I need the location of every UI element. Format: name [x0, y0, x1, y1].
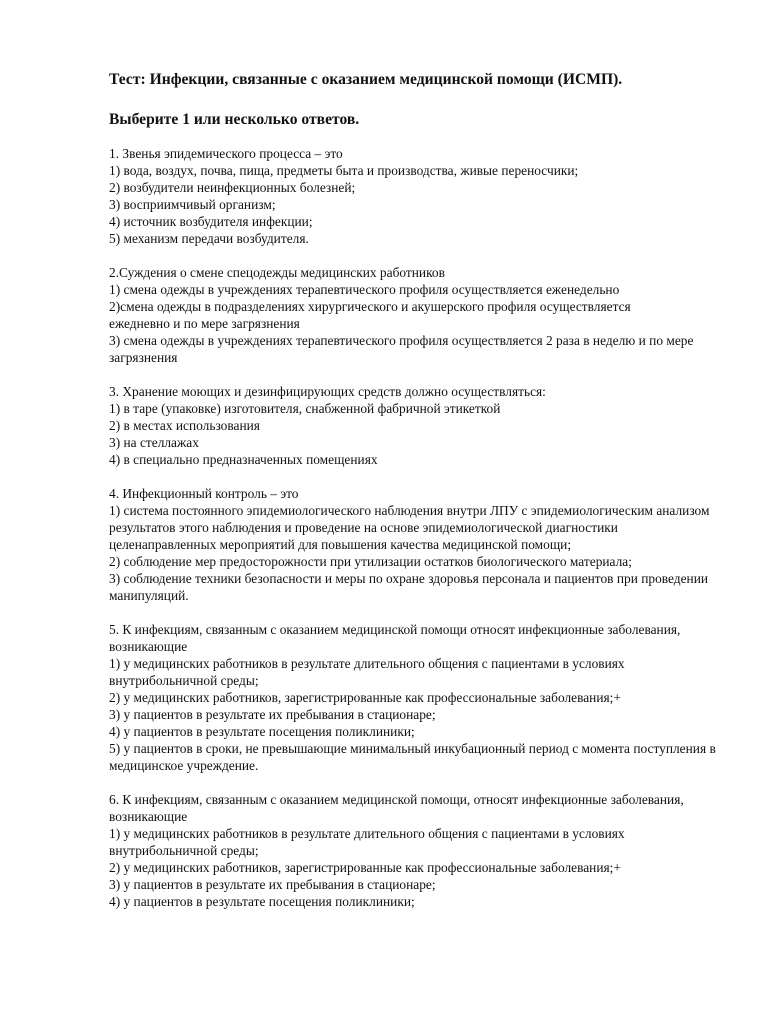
question-1	[109, 145, 719, 247]
question-text: 6. К инфекциям, связанным с оказанием медицинской помощи, относят инфекционные заболевания, возникающие	[109, 792, 684, 824]
question-text: 5. К инфекциям, связанным с оказанием медицинской помощи относят инфекционные заболевания, возникающие	[109, 622, 681, 654]
answer-option: 1) у медицинских работников в результате длительного общения с пациентами в условиях внутрибольничной среды;	[109, 656, 625, 688]
document-content	[109, 70, 719, 927]
answer-option: 3) соблюдение техники безопасности и меры по охране здоровья персонала и пациентов при проведении манипуляций.	[109, 571, 709, 603]
question-text: 2.Суждения о смене спецодежды медицинских работников	[109, 265, 445, 280]
answer-option: ежедневно и по мере загрязнения	[109, 316, 300, 331]
answer-option: 1) у медицинских работников в результате длительного общения с пациентами в условиях внутрибольничной среды;	[109, 826, 625, 858]
answer-option: 2)смена одежды в подразделениях хирургического и акушерского профиля осуществляется	[109, 299, 631, 314]
answer-option: 4) у пациентов в результате посещения поликлиники;	[109, 724, 415, 739]
question-text: 4. Инфекционный контроль – это	[109, 486, 299, 501]
answer-option: 1) смена одежды в учреждениях терапевтического профиля осуществляется еженедельно	[109, 282, 620, 297]
answer-option: 1) в таре (упаковке) изготовителя, снабженной фабричной этикеткой	[109, 401, 501, 416]
answer-option: 2) возбудители неинфекционных болезней;	[109, 180, 356, 195]
answer-option: 3) на стеллажах	[109, 435, 199, 450]
answer-option: 4) у пациентов в результате посещения поликлиники;	[109, 894, 415, 909]
answer-option: 2) в местах использования	[109, 418, 260, 433]
question-text: 1. Звенья эпидемического процесса – это	[109, 146, 343, 161]
document-title: Тест: Инфекции, связанные с оказанием медицинской помощи (ИСМП).	[109, 71, 623, 88]
question-text: 3. Хранение моющих и дезинфицирующих средств должно осуществляться:	[109, 384, 546, 399]
answer-option: 3) у пациентов в результате их пребывания в стационаре;	[109, 707, 436, 722]
answer-option: 2) у медицинских работников, зарегистрированные как профессиональные заболевания;+	[109, 690, 621, 705]
answer-option: 5) у пациентов в сроки, не превышающие минимальный инкубационный период с момента поступления в медицинское учреждение.	[109, 741, 716, 773]
question-3	[109, 383, 719, 468]
answer-option: 3) восприимчивый организм;	[109, 197, 276, 212]
question-4	[109, 485, 719, 604]
answer-option: 3) у пациентов в результате их пребывания в стационаре;	[109, 877, 436, 892]
answer-option: 1) вода, воздух, почва, пища, предметы быта и производства, живые переносчики;	[109, 163, 579, 178]
answer-option: 2) у медицинских работников, зарегистрированные как профессиональные заболевания;+	[109, 860, 621, 875]
question-5	[109, 621, 719, 774]
instruction-text: Выберите 1 или несколько ответов.	[109, 111, 360, 128]
question-6	[109, 791, 719, 910]
answer-option: 1) система постоянного эпидемиологического наблюдения внутри ЛПУ с эпидемиологическим анализом результатов этого наблюдения и проведение на основе эпидемиологической диагностики целенаправленных мероприятий для повышения качества медицинской помощи;	[109, 503, 710, 552]
answer-option: 4) источник возбудителя инфекции;	[109, 214, 313, 229]
question-2	[109, 264, 719, 366]
answer-option: 2) соблюдение мер предосторожности при утилизации остатков биологического материала;	[109, 554, 632, 569]
answer-option: 5) механизм передачи возбудителя.	[109, 231, 309, 246]
answer-option: 4) в специально предназначенных помещениях	[109, 452, 378, 467]
answer-option: 3) смена одежды в учреждениях терапевтического профиля осуществляется 2 раза в неделю и по мере загрязнения	[109, 333, 694, 365]
